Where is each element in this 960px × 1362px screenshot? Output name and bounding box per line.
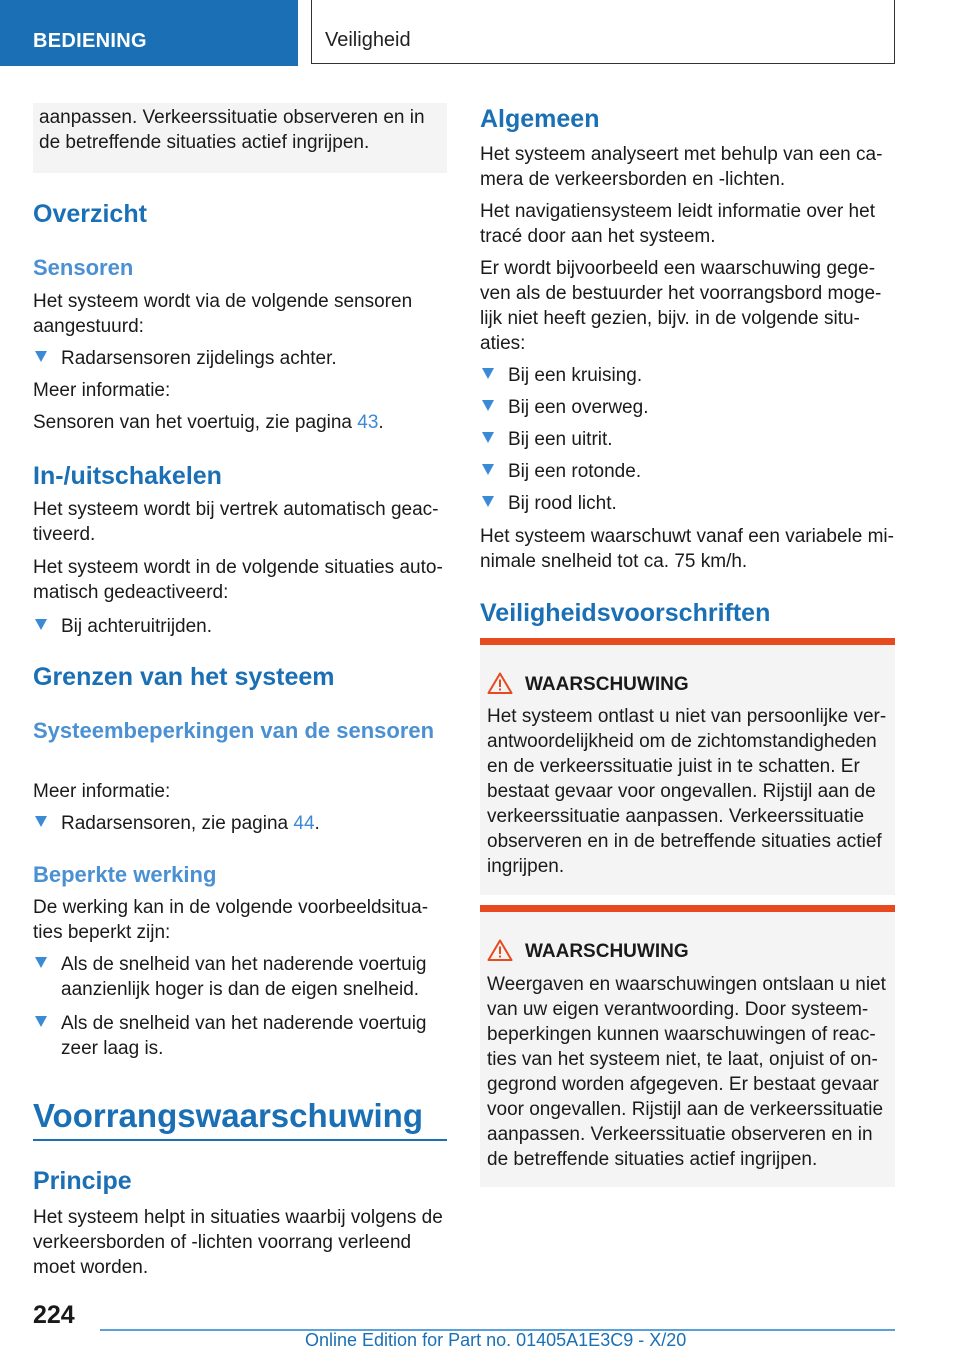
header-chapter-tab: Veiligheid: [311, 0, 895, 64]
inuitschakelen-heading: In-/uitschakelen: [33, 462, 222, 490]
beperkte-werking-heading: Beperkte werking: [33, 862, 217, 887]
inuitschakelen-text-2: Het systeem wordt in de volgende situaties automatisch gedeactiveerd:: [33, 557, 443, 603]
footer-edition-text: Online Edition for Part no. 01405A1E3C9 - X/20: [305, 1330, 687, 1350]
bullet-triangle-icon: [35, 1016, 47, 1027]
algemeen-text-2: Het navigatiensysteem leidt informatie over het tracé door aan het systeem.: [480, 201, 875, 247]
sensoren-reference: Sensoren van het voertuig, zie pagina 43.: [33, 412, 384, 433]
intro-box: [33, 103, 447, 173]
bullet-triangle-icon: [35, 619, 47, 630]
bullet-triangle-icon: [482, 432, 494, 443]
list-item: Radarsensoren zijdelings achter.: [33, 346, 447, 371]
warning-triangle-icon: [487, 672, 513, 694]
principe-text: Het systeem helpt in situaties waarbij volgens de verkeersborden of -lichten voorrang verleend moet worden.: [33, 1207, 443, 1278]
bullet-triangle-icon: [482, 496, 494, 507]
bullet-triangle-icon: [35, 957, 47, 968]
warning-1-text: Het systeem ontlast u niet van persoonlijke verantwoordelijkheid om de zichtomstandigheden en de verkeerssituatie juist in te schatten. Er bestaat gevaar voor ongevallen. Rijstijl aan de verkeerssituatie aanpassen. Verkeerssituatie observeren en in de betreffende situaties actief ingrijpen.: [487, 706, 887, 877]
sensoren-heading: Sensoren: [33, 255, 134, 280]
algemeen-text-1: Het systeem analyseert met behulp van een camera de verkeersborden en -lichten.: [480, 144, 883, 190]
list-item: Bij achteruitrijden.: [33, 614, 447, 639]
list-item: Als de snelheid van het naderende voertuig zeer laag is.: [33, 1011, 447, 1061]
voorrangswaarschuwing-heading: Voorrangswaarschuwing: [33, 1096, 447, 1141]
list-item: Bij een rotonde.: [480, 459, 895, 484]
page-link-43[interactable]: 43: [357, 412, 379, 433]
list-item: Radarsensoren, zie pagina 44.: [33, 811, 447, 836]
algemeen-heading: Algemeen: [480, 105, 600, 133]
intro-box-text: aanpassen. Verkeerssituatie observeren en in de betreffende situaties actief ingrijpen.: [39, 107, 425, 153]
list-item: Als de snelheid van het naderende voertuig aanzienlijk hoger is dan de eigen snelheid.: [33, 952, 447, 1002]
warning-1-title: WAARSCHUWING: [525, 674, 689, 695]
list-item: Bij een uitrit.: [480, 427, 895, 452]
list-item: Bij een kruising.: [480, 363, 895, 388]
meer-informatie-label: Meer informatie:: [33, 781, 171, 802]
systeembeperkingen-heading: Systeembeperkingen van de sensoren: [33, 718, 435, 743]
header-section-tab: BEDIENING: [0, 0, 298, 66]
warning-2-title: WAARSCHUWING: [525, 941, 689, 962]
list-item: Bij een overweg.: [480, 395, 895, 420]
meer-informatie-label: Meer informatie:: [33, 380, 171, 401]
warning-box-1: [480, 638, 895, 895]
warning-box-2: [480, 905, 895, 1187]
bullet-triangle-icon: [35, 351, 47, 362]
warning-2-text: Weergaven en waarschuwingen ontslaan u niet van uw eigen verantwoording. Door systeembeperkingen kunnen waarschuwingen of reacties van het systeem niet, te laat, onjuist of ongegrond worden afgegeven. Er bestaat gevaar voor ongevallen. Rijstijl aan de verkeerssituatie aanpassen. Verkeerssituatie observeren en in de betreffende situaties actief ingrijpen.: [487, 974, 886, 1170]
principe-heading: Principe: [33, 1167, 132, 1195]
inuitschakelen-text-1: Het systeem wordt bij vertrek automatisch geactiveerd.: [33, 499, 439, 545]
veiligheidsvoorschriften-heading: Veiligheidsvoorschriften: [480, 599, 771, 627]
sensoren-text: Het systeem wordt via de volgende sensoren aangestuurd:: [33, 291, 413, 337]
page-link-44[interactable]: 44: [293, 813, 315, 834]
algemeen-text-4: Het systeem waarschuwt vanaf een variabele minimale snelheid tot ca. 75 km/h.: [480, 526, 894, 572]
bullet-triangle-icon: [482, 368, 494, 379]
bullet-triangle-icon: [482, 400, 494, 411]
overzicht-heading: Overzicht: [33, 200, 147, 228]
algemeen-text-3: Er wordt bijvoorbeeld een waarschuwing gegeven als de bestuurder het voorrangsbord mogelijk niet heeft gezien, bijv. in de volgende situaties:: [480, 258, 882, 354]
bullet-triangle-icon: [35, 816, 47, 827]
warning-triangle-icon: [487, 939, 513, 961]
beperkte-werking-text: De werking kan in de volgende voorbeeldsituaties beperkt zijn:: [33, 897, 429, 943]
bullet-triangle-icon: [482, 464, 494, 475]
page-number: 224: [33, 1301, 75, 1329]
grenzen-heading: Grenzen van het systeem: [33, 663, 335, 691]
list-item: Bij rood licht.: [480, 491, 895, 516]
